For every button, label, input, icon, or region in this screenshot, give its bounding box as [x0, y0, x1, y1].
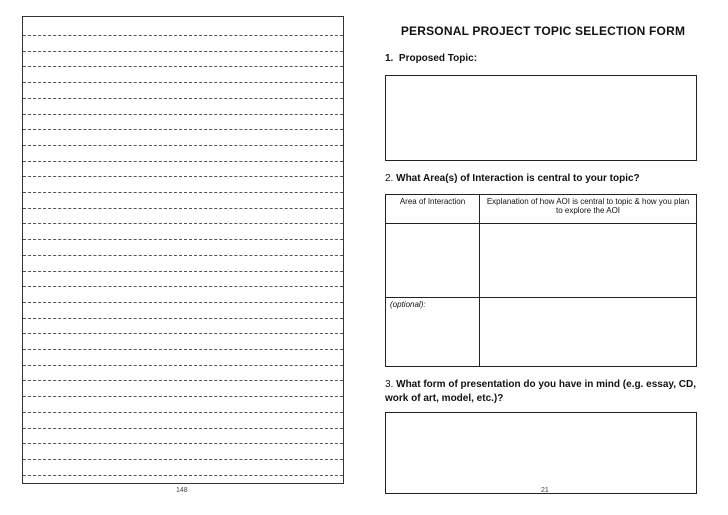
- ruled-line: [23, 176, 343, 177]
- presentation-form-box[interactable]: [385, 412, 697, 494]
- form-title: PERSONAL PROJECT TOPIC SELECTION FORM: [400, 24, 686, 38]
- ruled-line: [23, 475, 343, 476]
- ruled-line: [23, 98, 343, 99]
- question-2: [385, 172, 640, 186]
- aoi-row-2: [386, 298, 697, 367]
- ruled-line: [23, 208, 343, 209]
- question-3-label: What form of presentation do you have in mind (e.g. essay, CD, work of art, model, etc.)?: [385, 379, 696, 404]
- ruled-line: [23, 318, 343, 319]
- ruled-line: [23, 333, 343, 334]
- aoi-row-2-explanation-cell[interactable]: [480, 298, 697, 367]
- proposed-topic-box[interactable]: [385, 75, 697, 161]
- ruled-line: [23, 35, 343, 36]
- ruled-line: [23, 365, 343, 366]
- ruled-line: [23, 443, 343, 444]
- ruled-line: [23, 396, 343, 397]
- ruled-line: [23, 192, 343, 193]
- ruled-line: [23, 161, 343, 162]
- aoi-row-1-area-cell[interactable]: [386, 224, 480, 298]
- ruled-line: [23, 349, 343, 350]
- question-1-label: Proposed Topic:: [398, 53, 478, 64]
- question-1-number: 1.: [385, 53, 394, 64]
- question-3-number: 3.: [385, 379, 394, 390]
- ruled-line: [23, 239, 343, 240]
- question-2-number: 2.: [385, 173, 394, 184]
- question-3: [385, 378, 703, 406]
- ruled-line: [23, 302, 343, 303]
- ruled-page: [22, 16, 344, 484]
- ruled-line: [23, 459, 343, 460]
- ruled-line: [23, 114, 343, 115]
- aoi-header-area: Area of Interaction: [386, 195, 480, 224]
- ruled-line: [23, 428, 343, 429]
- ruled-line: [23, 380, 343, 381]
- ruled-line: [23, 51, 343, 52]
- aoi-header-explanation: Explanation of how AOI is central to topic & how you plan to explore the AOI: [480, 195, 697, 224]
- ruled-line: [23, 412, 343, 413]
- ruled-line: [23, 255, 343, 256]
- ruled-line: [23, 129, 343, 130]
- aoi-table-header: [386, 195, 697, 224]
- aoi-row-1: [386, 224, 697, 298]
- optional-label: (optional):: [390, 300, 426, 309]
- question-1: [385, 52, 477, 66]
- ruled-line: [23, 66, 343, 67]
- question-2-label: What Area(s) of Interaction is central to your topic?: [396, 173, 640, 184]
- ruled-line: [23, 145, 343, 146]
- aoi-table: [385, 194, 697, 367]
- aoi-row-2-area-cell[interactable]: [386, 298, 480, 367]
- right-page-number: 21: [541, 487, 549, 494]
- aoi-row-1-explanation-cell[interactable]: [480, 224, 697, 298]
- ruled-line: [23, 82, 343, 83]
- ruled-line: [23, 271, 343, 272]
- left-page-number: 148: [176, 487, 188, 494]
- ruled-line: [23, 223, 343, 224]
- ruled-line: [23, 286, 343, 287]
